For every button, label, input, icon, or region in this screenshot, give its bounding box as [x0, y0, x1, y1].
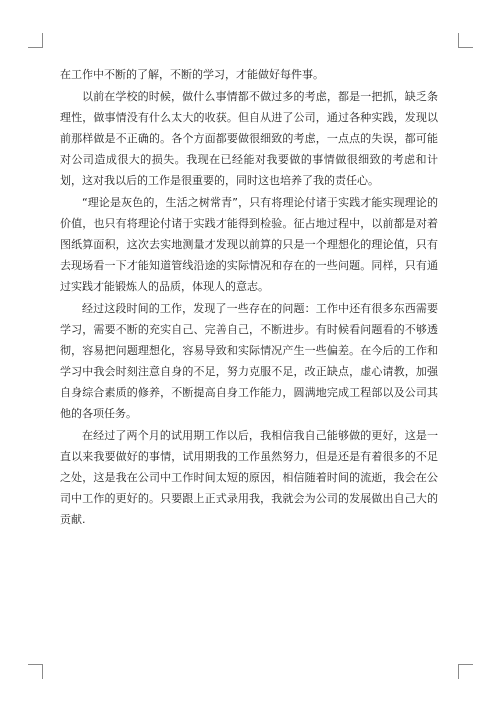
document-body	[60, 64, 438, 530]
paragraph-3: “理论是灰色的，生活之树常青”，只有将理论付诸于实践才能实现理论的价值，也只有将理论付诸于实践才能得到检验。征占地过程中，以前都是对着图纸算面积，这次去实地测量才发现以前算的只是一个理想化的理论值，只有去现场看一下才能知道管线沿途的实际情况和存在的一些问题。同样，只有通过实践才能锻炼人的品质，体现人的意志。	[60, 196, 438, 293]
paragraph-1: 在工作中不断的了解，不断的学习，才能做好每件事。	[60, 68, 324, 81]
paragraph-5: 在经过了两个月的试用期工作以后，我相信我自己能够做的更好，这是一直以来我要做好的事情，试用期我的工作虽然努力，但是还是有着很多的不足之处，这是我在公司中工作时间太短的原因，相信随着时间的流逝，我会在公司中工作的更好的。只要跟上正式录用我，我就会为公司的发展做出自己大的贡献.	[60, 429, 438, 526]
crop-mark-bottom-right	[458, 664, 473, 679]
paragraph-2: 以前在学校的时候，做什么事情都不做过多的考虑，都是一把抓，缺乏条理性，做事情没有什么太大的收获。但自从进了公司，通过各种实践，发现以前那样做是不正确的。各个方面都要做很细致的考虑，一点点的失误，都可能对公司造成很大的损失。我现在已经能对我要做的事情做很细致的考虑和计划，这对我以后的工作是很重要的，同时这也培养了我的责任心。	[60, 90, 438, 187]
crop-mark-bottom-left	[28, 664, 43, 679]
crop-mark-top-left	[28, 33, 43, 48]
crop-mark-top-right	[458, 33, 473, 48]
paragraph-4: 经过这段时间的工作，发现了一些存在的问题：工作中还有很多东西需要学习，需要不断的充实自己、完善自己，不断进步。有时候看问题看的不够透彻，容易把问题理想化，容易导致和实际情况产生一些偏差。在今后的工作和学习中我会时刻注意自身的不足，努力克服不足，改正缺点，虚心请教，加强自身综合素质的修养，不断提高自身工作能力，圆满地完成工程部以及公司其他的各项任务。	[60, 302, 438, 420]
